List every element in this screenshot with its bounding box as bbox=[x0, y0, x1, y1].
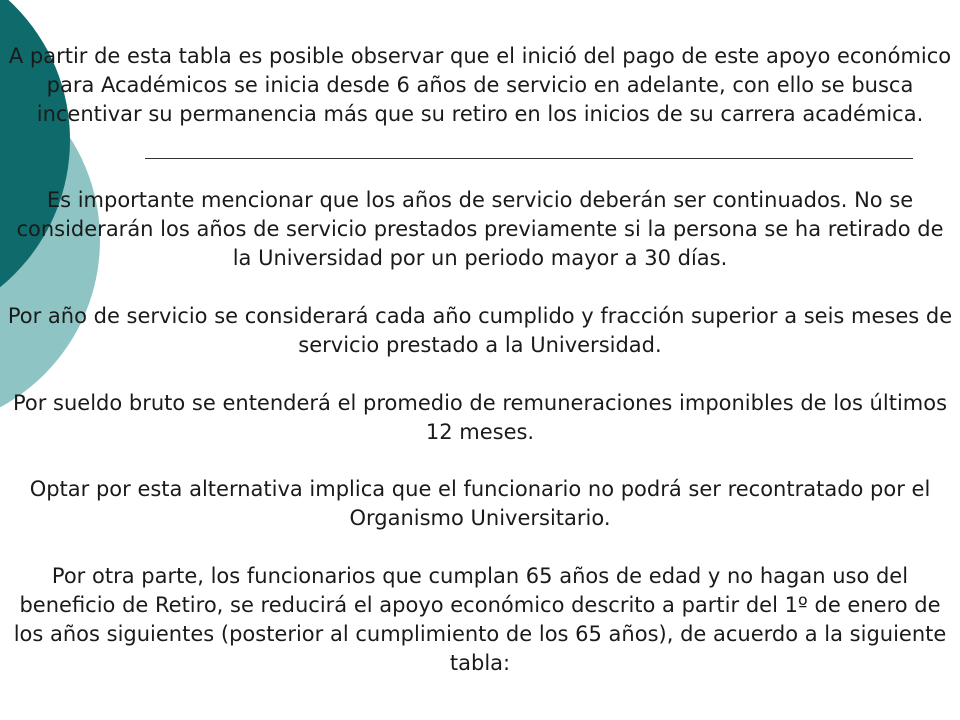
paragraph-anos-continuados: Es importante mencionar que los años de servicio deberán ser continuados. No se considerarán los años de servicio prestados previamente si la persona se ha retirado de la Universidad por un periodo mayor a 30 días. bbox=[16, 188, 944, 270]
paragraph-no-recontratado: Optar por esta alternativa implica que el funcionario no podrá ser recontratado por el Organismo Universitario. bbox=[29, 477, 931, 530]
paragraph-ano-de-servicio: Por año de servicio se considerará cada año cumplido y fracción superior a seis meses de servicio prestado a la Universidad. bbox=[7, 304, 953, 357]
horizontal-divider bbox=[145, 158, 913, 159]
paragraph-academicos-inicio: A partir de esta tabla es posible observar que el inició del pago de este apoyo económico para Académicos se inicia desde 6 años de servicio en adelante, con ello se busca incentivar su permanencia más que su retiro en los inicios de su carrera académica. bbox=[8, 44, 952, 126]
paragraph-sueldo-bruto: Por sueldo bruto se entenderá el promedio de remuneraciones imponibles de los últimos 12 meses. bbox=[12, 391, 948, 444]
paragraph-reduccion-65-anos: Por otra parte, los funcionarios que cumplan 65 años de edad y no hagan uso del beneficio de Retiro, se reducirá el apoyo económico descrito a partir del 1º de enero de los años siguientes (posterior al cumplimiento de los 65 años), de acuerdo a la siguiente tabla: bbox=[13, 564, 947, 675]
